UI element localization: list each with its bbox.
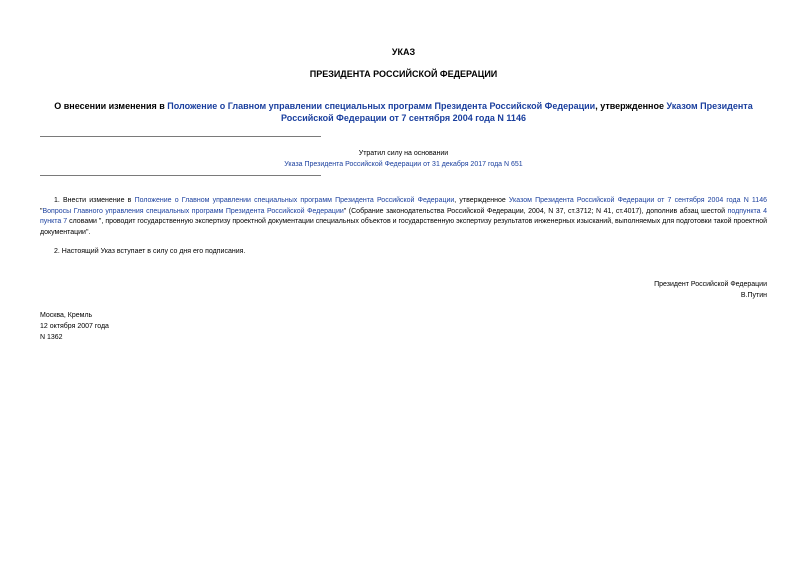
- place-city: Москва, Кремль: [40, 312, 93, 319]
- place-date-block: [40, 310, 109, 343]
- signature-position: Президент Российской Федерации: [654, 281, 767, 288]
- paragraph-1: [40, 196, 767, 238]
- signature-block: [654, 279, 767, 301]
- paragraph-1-link-questions[interactable]: Вопросы Главного управления специальных программ Президента Российской Федерации: [42, 207, 344, 215]
- divider-bottom: [40, 175, 321, 176]
- paragraph-1-text-4: " (Собрание законодательства Российской Федерации, 2004, N 37, ст.3712; N 41, ст.4017), дополнив абзац шестой: [343, 207, 728, 215]
- document-subject: [40, 100, 767, 124]
- paragraph-1-text-5: словами ", проводит государственную экспертизу проектной документации специальных объектов и государственную экспертизу результатов инженерных изысканий, выполняемых для подготовки такой проектной документации".: [40, 218, 768, 236]
- paragraph-2: 2. Настоящий Указ вступает в силу со дня его подписания.: [54, 248, 246, 255]
- subject-link-regulation[interactable]: Положение о Главном управлении специальных программ Президента Российской Федерации: [167, 101, 596, 111]
- paragraph-1-link-regulation[interactable]: Положение о Главном управлении специальных программ Президента Российской Федерации: [134, 197, 455, 204]
- expired-notice-text: Утратил силу на основании: [358, 150, 449, 157]
- document-title: УКАЗ: [391, 47, 416, 57]
- subject-middle: , утвержденное: [595, 101, 667, 111]
- expired-notice: [40, 148, 767, 170]
- signature-name: В.Путин: [740, 292, 767, 299]
- paragraph-1-link-subparagraph[interactable]: подпункта 4 пункта 7: [40, 207, 768, 225]
- document-number: N 1362: [40, 334, 63, 341]
- paragraph-1-text-2: , утвержденное: [454, 197, 509, 204]
- paragraph-1-link-decree[interactable]: Указом Президента Российской Федерации от 7 сентября 2004 года N 1146: [508, 197, 767, 204]
- divider-top: [40, 136, 321, 137]
- subject-prefix: О внесении изменения в: [54, 101, 168, 111]
- paragraph-1-text-3: ": [40, 207, 43, 215]
- paragraph-1-text-1: 1. Внести изменение в: [54, 197, 135, 204]
- subject-link-decree[interactable]: Указом Президента Российской Федерации от 7 сентября 2004 года N 1146: [281, 101, 753, 123]
- document-issuer: ПРЕЗИДЕНТА РОССИЙСКОЙ ФЕДЕРАЦИИ: [309, 69, 498, 79]
- place-date: 12 октября 2007 года: [40, 323, 109, 330]
- expired-notice-link[interactable]: Указа Президента Российской Федерации от 31 декабря 2017 года N 651: [284, 161, 523, 168]
